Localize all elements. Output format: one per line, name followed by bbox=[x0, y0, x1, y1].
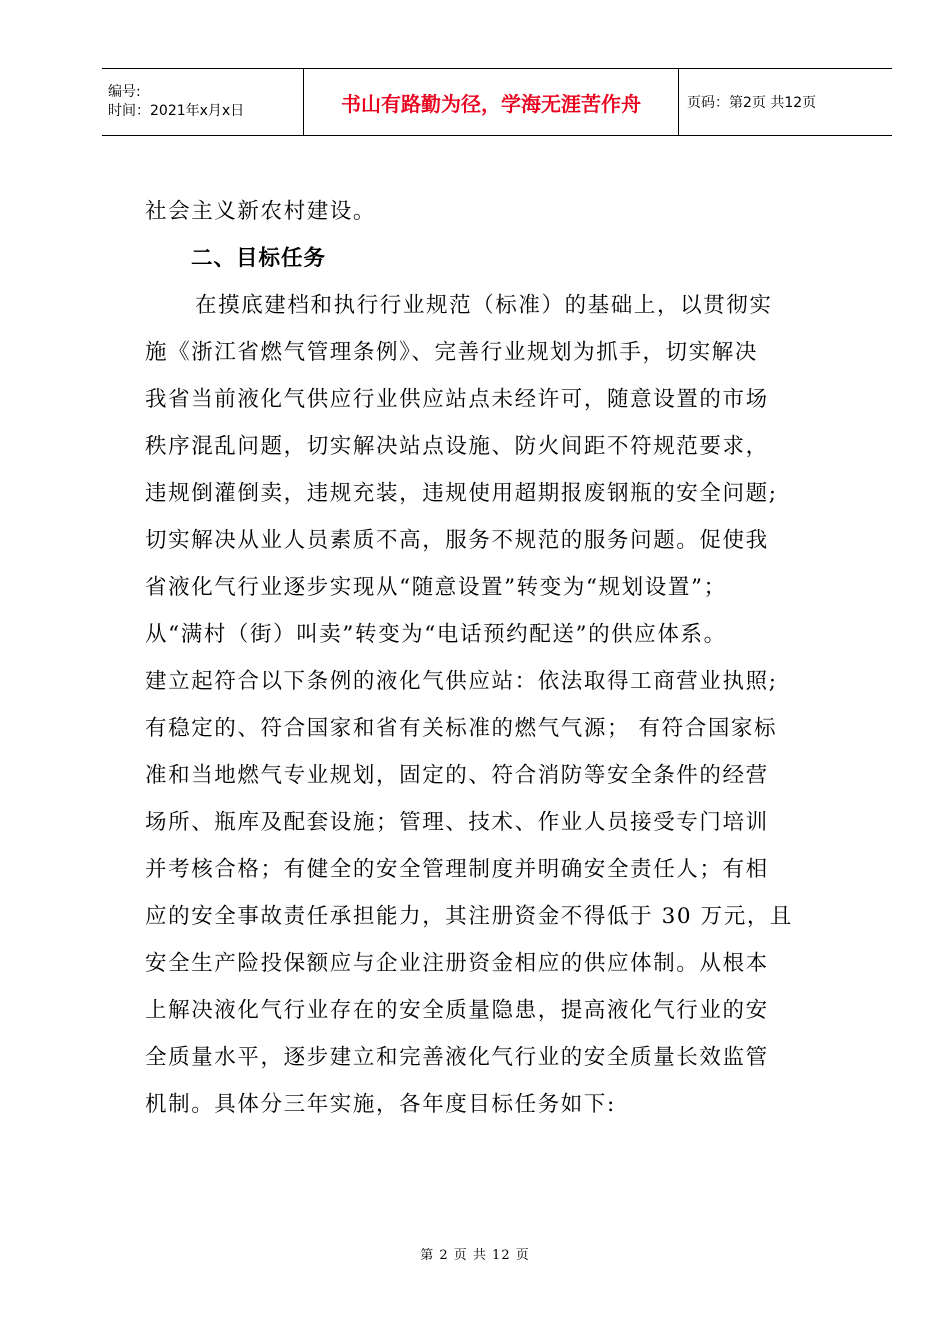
header-motto: 书山有路勤为径，学海无涯苦作舟 bbox=[341, 91, 641, 116]
body-line: 省液化气行业逐步实现从“随意设置”转变为“规划设置”； bbox=[145, 575, 727, 600]
body-line: 从“满村（街）叫卖”转变为“电话预约配送”的供应体系。 bbox=[145, 622, 727, 647]
page-footer bbox=[0, 1244, 950, 1263]
body-line: 施《浙江省燃气管理条例》、完善行业规划为抓手，切实解决 bbox=[145, 340, 758, 365]
section-heading: 二、目标任务 bbox=[191, 246, 327, 271]
document-number-label: 编号: bbox=[108, 84, 141, 100]
body-line: 准和当地燃气专业规划，固定的、符合消防等安全条件的经营 bbox=[145, 763, 769, 788]
body-line: 建立起符合以下条例的液化气供应站：依法取得工商营业执照; bbox=[145, 669, 778, 694]
body-line: 切实解决从业人员素质不高，服务不规范的服务问题。促使我 bbox=[145, 528, 769, 553]
body-line: 在摸底建档和执行行业规范（标准）的基础上，以贯彻实 bbox=[195, 293, 773, 318]
body-line: 机制。具体分三年实施，各年度目标任务如下: bbox=[145, 1092, 616, 1117]
body-line: 全质量水平，逐步建立和完善液化气行业的安全质量长效监管 bbox=[145, 1045, 769, 1070]
body-line: 并考核合格；有健全的安全管理制度并明确安全责任人；有相 bbox=[145, 857, 769, 882]
body-line: 安全生产险投保额应与企业注册资金相应的供应体制。从根本 bbox=[145, 951, 769, 976]
header-page-code: 页码：第2页 共12页 bbox=[687, 95, 817, 111]
body-line: 应的安全事故责任承担能力，其注册资金不得低于 30 万元，且 bbox=[145, 904, 794, 929]
body-line: 秩序混乱问题，切实解决站点设施、防火间距不符规范要求， bbox=[145, 434, 769, 459]
document-header bbox=[102, 68, 892, 136]
body-line: 我省当前液化气供应行业供应站点未经许可，随意设置的市场 bbox=[145, 387, 769, 412]
footer-page-number: 第 2 页 共 12 页 bbox=[420, 1248, 530, 1263]
document-body bbox=[145, 188, 850, 1128]
document-time-label: 时间：2021年x月x日 bbox=[108, 103, 245, 119]
body-line: 上解决液化气行业存在的安全质量隐患，提高液化气行业的安 bbox=[145, 998, 769, 1023]
body-line: 有稳定的、符合国家和省有关标准的燃气气源； 有符合国家标 bbox=[145, 716, 778, 741]
body-line: 违规倒灌倒卖，违规充装，违规使用超期报废钢瓶的安全问题; bbox=[145, 481, 778, 506]
body-line: 场所、瓶库及配套设施；管理、技术、作业人员接受专门培训 bbox=[145, 810, 769, 835]
header-page-cell bbox=[679, 69, 892, 135]
header-motto-cell bbox=[304, 69, 679, 135]
body-line: 社会主义新农村建设。 bbox=[145, 199, 377, 224]
header-meta-cell bbox=[102, 69, 304, 135]
